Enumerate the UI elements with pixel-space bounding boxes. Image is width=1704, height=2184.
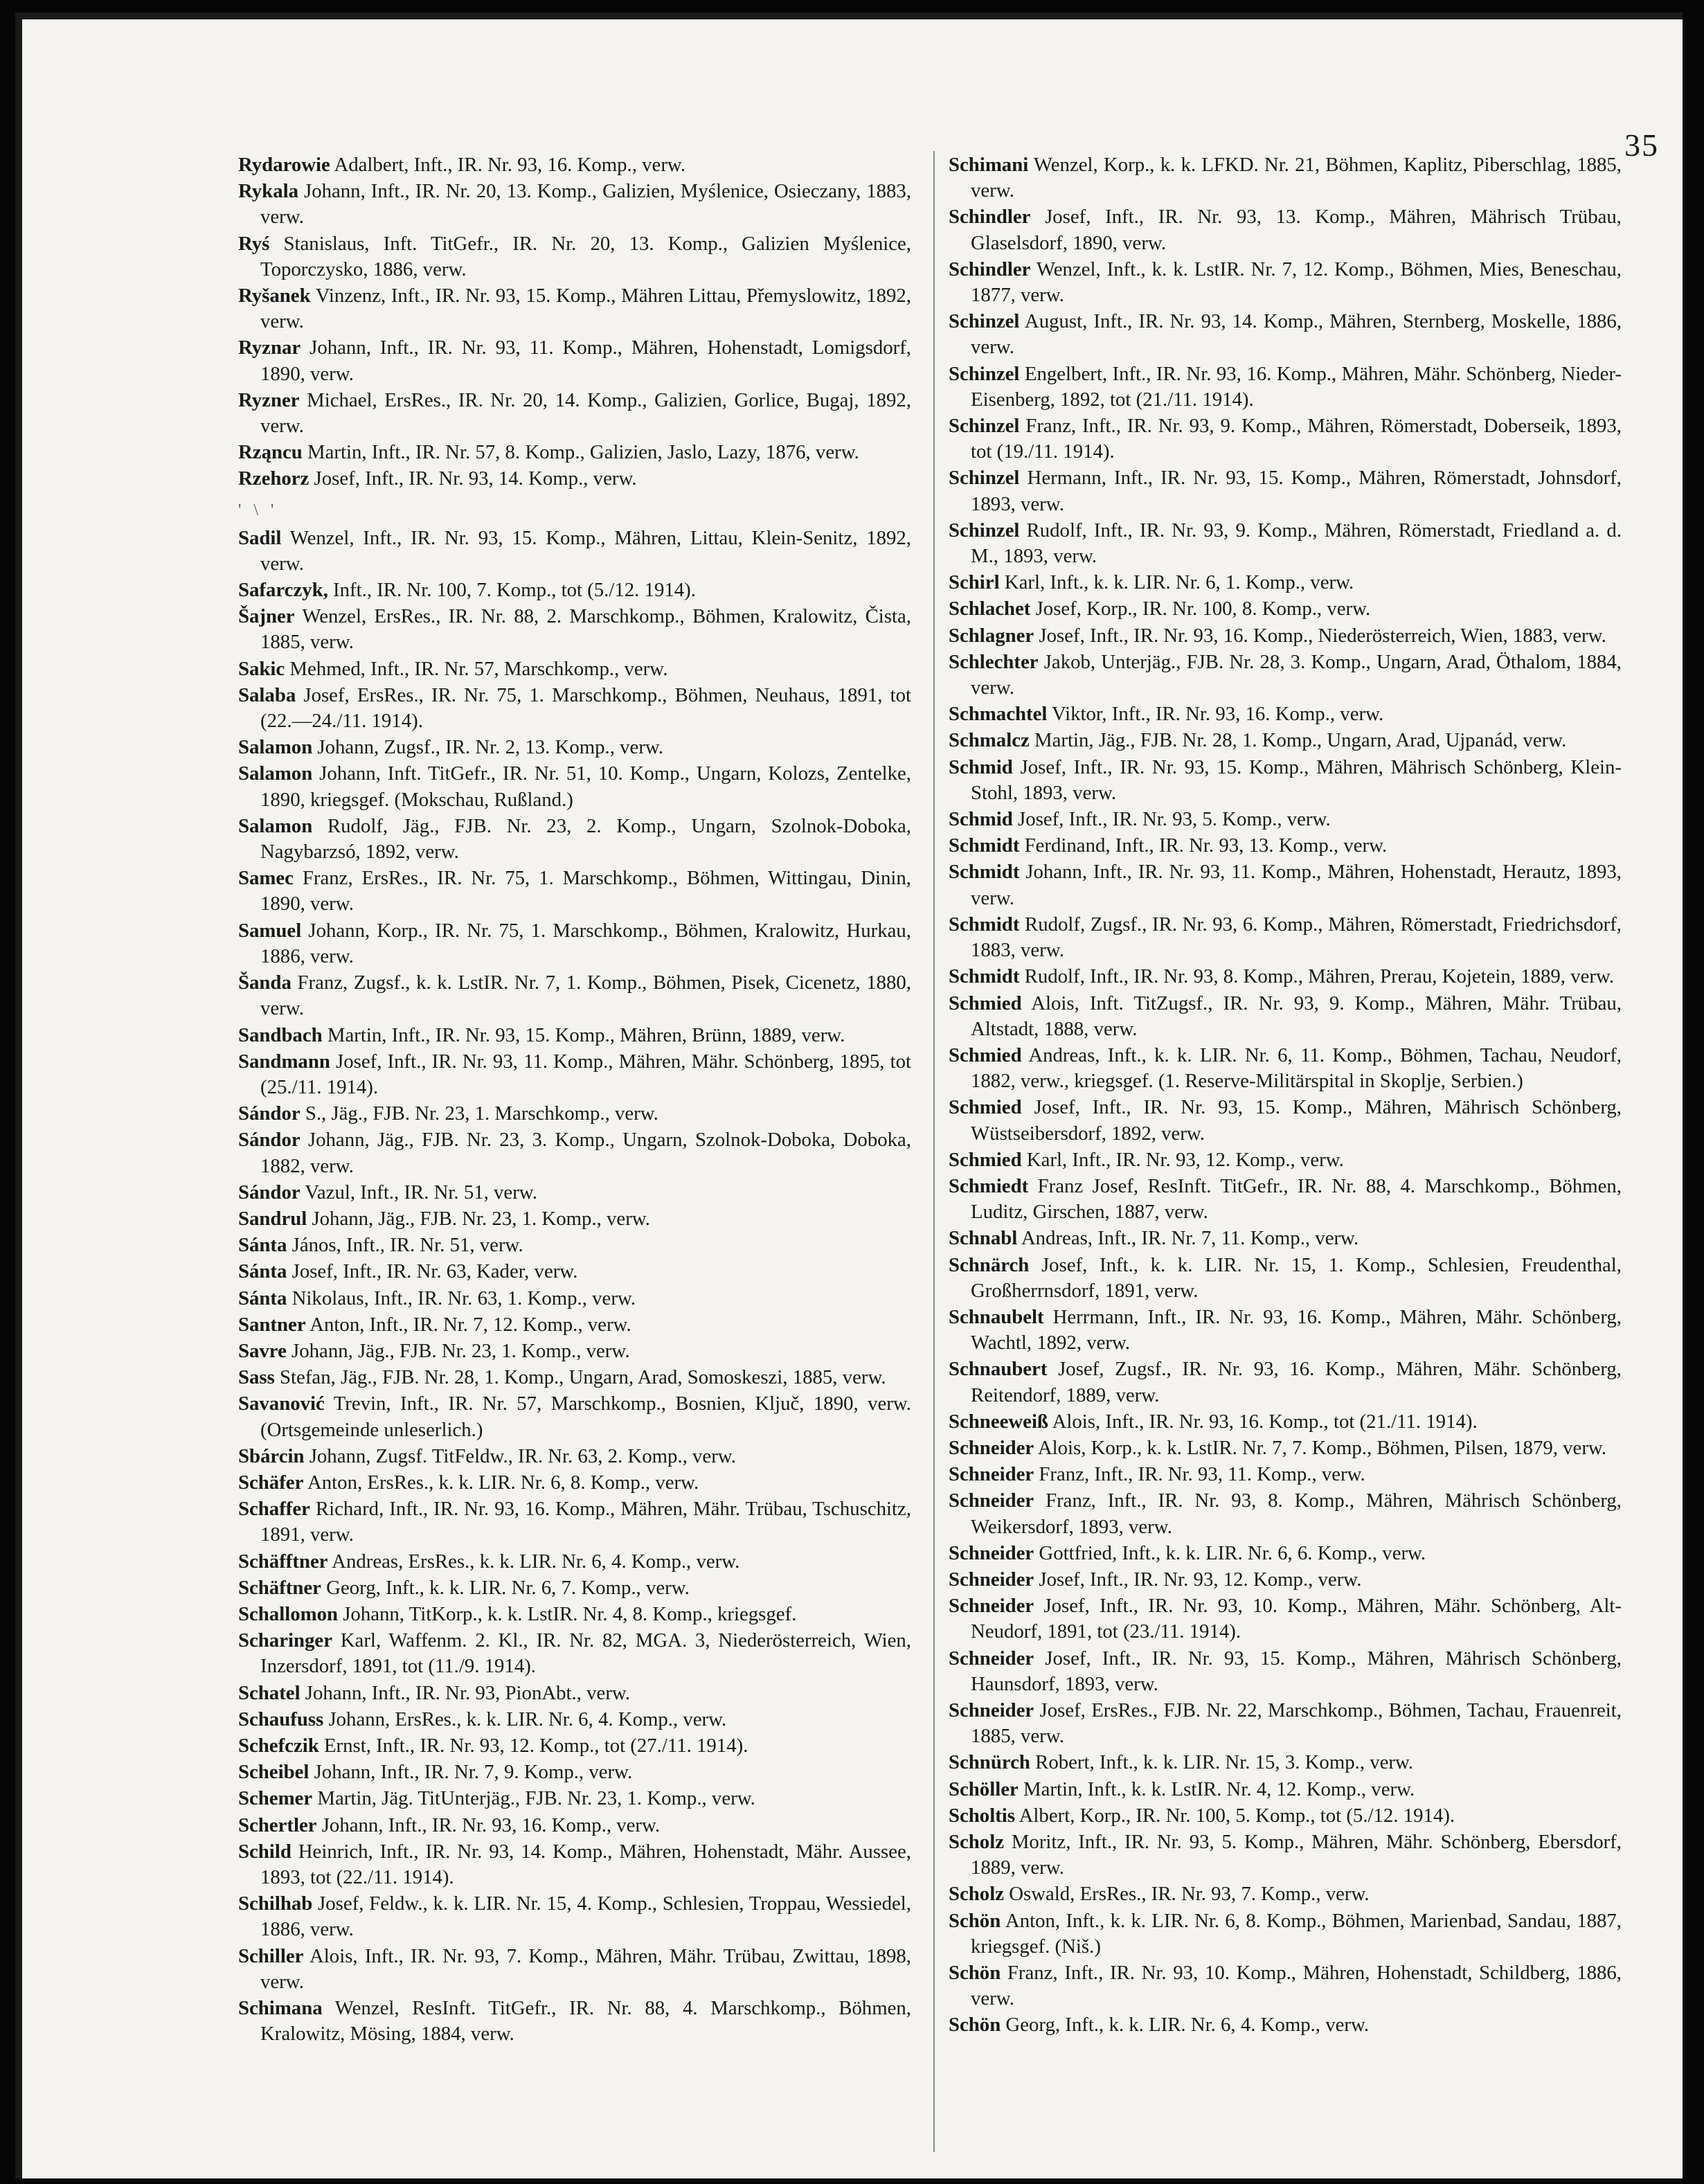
entry-surname: Schinzel xyxy=(949,415,1020,438)
entry xyxy=(238,1733,911,1759)
entry xyxy=(238,152,911,178)
entry-details: Mehmed, Inft., IR. Nr. 57, Marschkomp., verw. xyxy=(285,657,668,680)
entry xyxy=(238,1891,911,1942)
entry-details: Wenzel, Inft., IR. Nr. 93, 15. Komp., Mähren, Littau, Klein-Senitz, 1892, verw. xyxy=(260,526,911,575)
page-number: 35 xyxy=(1624,127,1659,163)
entry-surname: Schinzel xyxy=(949,519,1020,541)
entry xyxy=(949,1147,1622,1173)
entry-details: Heinrich, Inft., IR. Nr. 93, 14. Komp., Mähren, Hohenstadt, Mähr. Aussee, 1893, tot (22./11. 1914). xyxy=(260,1840,911,1888)
entry-surname: Schneider xyxy=(949,1568,1034,1591)
entry-details: Adalbert, Inft., IR. Nr. 93, 16. Komp., verw. xyxy=(330,154,686,176)
entry xyxy=(238,1470,911,1496)
entry-details: Franz, ErsRes., IR. Nr. 75, 1. Marschkomp., Böhmen, Wittingau, Dinin, 1890, verw. xyxy=(260,867,911,915)
entry xyxy=(238,866,911,917)
entry xyxy=(949,309,1622,360)
entry-surname: Schindler xyxy=(949,258,1031,280)
entry-surname: Salamon xyxy=(238,736,313,759)
entry-details: Johann, TitKorp., k. k. LstIR. Nr. 4, 8. Komp., kriegsgef. xyxy=(338,1602,797,1625)
entry-details: Herrmann, Inft., IR. Nr. 93, 16. Komp., Mähren, Mähr. Schönberg, Wachtl, 1892, verw. xyxy=(971,1305,1622,1354)
entry-surname: Schilhab xyxy=(238,1892,313,1915)
entry-surname: Schatel xyxy=(238,1681,301,1704)
entry xyxy=(238,335,911,386)
entry-surname: Samec xyxy=(238,867,294,890)
entry-surname: Schneider xyxy=(949,1647,1034,1670)
entry-surname: Schmalcz xyxy=(949,729,1030,752)
entry xyxy=(949,1881,1622,1907)
entry-surname: Schallomon xyxy=(238,1602,339,1625)
entry xyxy=(949,152,1622,204)
entry-surname: Savre xyxy=(238,1339,287,1362)
entry xyxy=(949,1095,1622,1146)
entry-surname: Sandrul xyxy=(238,1207,307,1230)
entry-details: Martin, Jäg., FJB. Nr. 28, 1. Komp., Ungarn, Arad, Ujpanád, verw. xyxy=(1029,729,1567,752)
entry xyxy=(238,179,911,230)
entry-details: Jakob, Unterjäg., FJB. Nr. 28, 3. Komp., Ungarn, Arad, Öthalom, 1884, verw. xyxy=(971,650,1622,699)
entry-details: Josef, ErsRes., FJB. Nr. 22, Marschkomp., Böhmen, Tachau, Frauenreit, 1885, verw. xyxy=(971,1699,1622,1748)
entry xyxy=(949,1593,1622,1645)
entry-details: Josef, Inft., IR. Nr. 93, 16. Komp., Niederösterreich, Wien, 1883, verw. xyxy=(1034,624,1606,647)
entry-details: Johann, ErsRes., k. k. LIR. Nr. 6, 4. Komp., verw. xyxy=(323,1708,727,1730)
entry-details: Albert, Korp., IR. Nr. 100, 5. Komp., tot (5./12. 1914). xyxy=(1015,1804,1455,1827)
entry-surname: Sánta xyxy=(238,1287,287,1309)
entry-details: Georg, Inft., k. k. LIR. Nr. 6, 4. Komp., verw. xyxy=(1001,2014,1370,2037)
entry-surname: Schmachtel xyxy=(949,703,1048,726)
entry xyxy=(238,970,911,1021)
entry xyxy=(238,1944,911,1995)
entry-details: Josef, Inft., IR. Nr. 93, 13. Komp., Mähren, Mährisch Trübau, Glaselsdorf, 1890, verw. xyxy=(971,206,1622,254)
entry xyxy=(949,701,1622,727)
entry-surname: Sánta xyxy=(238,1234,287,1257)
entry-details: Josef, Inft., IR. Nr. 93, 15. Komp., Mähren, Mährisch Schönberg, Haunsdorf, 1893, verw. xyxy=(971,1647,1622,1695)
entry xyxy=(949,570,1622,596)
entry xyxy=(238,1312,911,1338)
entry-details: Alois, Inft., IR. Nr. 93, 7. Komp., Mähren, Mähr. Trübau, Zwittau, 1898, verw. xyxy=(260,1944,911,1993)
entry xyxy=(238,1602,911,1627)
entry-surname: Schneeweiß xyxy=(949,1410,1048,1433)
entry-surname: Schöller xyxy=(949,1778,1019,1800)
entry xyxy=(238,231,911,283)
entry-surname: Schinzel xyxy=(949,362,1020,385)
entry xyxy=(949,1541,1622,1566)
entry-details: Josef, Inft., IR. Nr. 93, 10. Komp., Mähren, Mähr. Schönberg, Alt-Neudorf, 1891, tot (23./11. 1914). xyxy=(971,1595,1622,1643)
entry-surname: Schnürch xyxy=(949,1751,1030,1774)
entry-details: Johann, Jäg., FJB. Nr. 23, 3. Komp., Ungarn, Szolnok-Doboka, Doboka, 1882, verw. xyxy=(260,1129,911,1177)
entry xyxy=(949,833,1622,859)
entry-surname: Schneider xyxy=(949,1436,1034,1459)
entry xyxy=(949,1777,1622,1802)
entry-details: Georg, Inft., k. k. LIR. Nr. 6, 7. Komp., verw. xyxy=(321,1576,690,1599)
entry xyxy=(949,623,1622,649)
entry-details: Hermann, Inft., IR. Nr. 93, 15. Komp., Mähren, Römerstadt, Johnsdorf, 1893, verw. xyxy=(971,467,1622,515)
entry-details: Johann, Inft., IR. Nr. 93, 16. Komp., verw. xyxy=(316,1814,661,1836)
entry-surname: Salamon xyxy=(238,814,313,837)
entry-surname: Schmied xyxy=(949,1096,1022,1119)
entry-details: Rudolf, Inft., IR. Nr. 93, 9. Komp., Mähren, Römerstadt, Friedland a. d. M., 1893, verw. xyxy=(971,519,1622,568)
entry xyxy=(238,1101,911,1127)
entry-surname: Schinzel xyxy=(949,310,1020,333)
entry-details: Josef, Feldw., k. k. LIR. Nr. 15, 4. Komp., Schlesien, Troppau, Wessiedel, 1886, verw. xyxy=(260,1892,911,1941)
entry xyxy=(238,1233,911,1258)
entry-details: Johann, Jäg., FJB. Nr. 23, 1. Komp., verw. xyxy=(307,1207,650,1230)
entry-surname: Schön xyxy=(949,1909,1001,1932)
entry-surname: Sadil xyxy=(238,526,282,549)
entry-details: Nikolaus, Inft., IR. Nr. 63, 1. Komp., verw. xyxy=(287,1287,636,1309)
entry-surname: Sass xyxy=(238,1366,275,1389)
entry-surname: Schmid xyxy=(949,808,1013,831)
entry xyxy=(238,1444,911,1469)
entry-surname: Schlagner xyxy=(949,624,1034,647)
entry xyxy=(949,755,1622,806)
entry xyxy=(238,761,911,812)
entry-details: Josef, Inft., k. k. LIR. Nr. 15, 1. Komp., Schlesien, Freudenthal, Großherrnsdorf, 1891, verw. xyxy=(971,1253,1622,1302)
entry xyxy=(238,1839,911,1890)
entry-details: August, Inft., IR. Nr. 93, 14. Komp., Mähren, Sternberg, Moskelle, 1886, verw. xyxy=(971,310,1622,359)
entry xyxy=(949,912,1622,963)
entry xyxy=(949,1357,1622,1408)
entry-surname: Rzehorz xyxy=(238,467,310,490)
entry-surname: Scharinger xyxy=(238,1629,332,1652)
entry xyxy=(949,518,1622,569)
entry xyxy=(238,918,911,969)
entry xyxy=(238,1549,911,1575)
entry-details: Josef, Zugsf., IR. Nr. 93, 16. Komp., Mähren, Mähr. Schönberg, Reitendorf, 1889, verw. xyxy=(971,1358,1622,1406)
entry-details: Moritz, Inft., IR. Nr. 93, 5. Komp., Mähren, Mähr. Schönberg, Ebersdorf, 1889, verw. xyxy=(971,1831,1622,1879)
entry-details: Wenzel, Korp., k. k. LFKD. Nr. 21, Böhmen, Kaplitz, Piberschlag, 1885, verw. xyxy=(971,154,1622,202)
entry-surname: Ryznar xyxy=(238,337,301,359)
entry-details: János, Inft., IR. Nr. 51, verw. xyxy=(287,1234,523,1257)
entry-surname: Santner xyxy=(238,1313,306,1336)
entry-surname: Schneider xyxy=(949,1699,1034,1721)
entry-surname: Sandmann xyxy=(238,1050,330,1073)
entry-surname: Schmidt xyxy=(949,834,1020,857)
entry xyxy=(949,1698,1622,1749)
entry-details: Johann, Inft., IR. Nr. 93, 11. Komp., Mähren, Hohenstadt, Herautz, 1893, verw. xyxy=(971,861,1622,909)
entry-surname: Sandbach xyxy=(238,1023,323,1046)
entry xyxy=(949,1908,1622,1960)
entry-details: Johann, Inft., IR. Nr. 93, 11. Komp., Mähren, Hohenstadt, Lomigsdorf, 1890, verw. xyxy=(260,337,911,385)
entry-surname: Sándor xyxy=(238,1129,301,1152)
entry-details: Martin, Inft., IR. Nr. 93, 15. Komp., Mähren, Brünn, 1889, verw. xyxy=(322,1023,845,1046)
entry-surname: Schön xyxy=(949,1962,1001,1985)
entry xyxy=(949,1488,1622,1539)
entry xyxy=(949,257,1622,308)
entry xyxy=(238,1681,911,1706)
entry-surname: Schild xyxy=(238,1840,292,1863)
entry-details: S., Jäg., FJB. Nr. 23, 1. Marschkomp., verw. xyxy=(300,1102,658,1125)
entry-surname: Schimana xyxy=(238,1997,323,2020)
entry-details: Andreas, ErsRes., k. k. LIR. Nr. 6, 4. Komp., verw. xyxy=(328,1550,740,1573)
section-mark: ' \ ' xyxy=(238,501,278,519)
entry-surname: Scholz xyxy=(949,1883,1004,1906)
entry-surname: Schäfftner xyxy=(238,1550,328,1573)
entry-details: Engelbert, Inft., IR. Nr. 93, 16. Komp., Mähren, Mähr. Schönberg, Nieder-Eisenberg, 1892, tot (21./11. 1914). xyxy=(971,362,1622,411)
entry xyxy=(949,1409,1622,1435)
entry xyxy=(238,388,911,439)
entry-surname: Schnaubert xyxy=(949,1358,1048,1381)
entry-details: Inft., IR. Nr. 100, 7. Komp., tot (5./12. 1914). xyxy=(328,579,696,602)
entry-details: Robert, Inft., k. k. LIR. Nr. 15, 3. Komp., verw. xyxy=(1030,1751,1414,1774)
entry-details: Josef, Korp., IR. Nr. 100, 8. Komp., verw. xyxy=(1030,598,1371,620)
entry-details: Franz Josef, ResInft. TitGefr., IR. Nr. 88, 4. Marschkomp., Böhmen, Luditz, Girschen, 1887, verw. xyxy=(971,1174,1622,1224)
entry-surname: Scheibel xyxy=(238,1761,310,1784)
entry-details: Vazul, Inft., IR. Nr. 51, verw. xyxy=(300,1181,537,1203)
document-page xyxy=(15,12,1683,2178)
entry xyxy=(238,604,911,655)
entry-details: Rudolf, Zugsf., IR. Nr. 93, 6. Komp., Mähren, Römerstadt, Friedrichsdorf, 1883, verw. xyxy=(971,913,1622,962)
entry-surname: Schertler xyxy=(238,1814,317,1836)
entry-details: Andreas, Inft., IR. Nr. 7, 11. Komp., verw. xyxy=(1017,1227,1359,1250)
entry-surname: Sándor xyxy=(238,1181,301,1203)
entry-details: Alois, Inft., IR. Nr. 93, 16. Komp., tot (21./11. 1914). xyxy=(1048,1410,1478,1433)
entry-details: Karl, Inft., k. k. LIR. Nr. 6, 1. Komp., verw. xyxy=(999,571,1354,594)
entry-details: Oswald, ErsRes., IR. Nr. 93, 7. Komp., verw. xyxy=(1004,1883,1370,1906)
entry-details: Vinzenz, Inft., IR. Nr. 93, 15. Komp., Mähren Littau, Přemyslowitz, 1892, verw. xyxy=(260,285,911,333)
entry xyxy=(949,1174,1622,1225)
entry xyxy=(949,204,1622,256)
entry-details: Alois, Korp., k. k. LstIR. Nr. 7, 7. Komp., Böhmen, Pilsen, 1879, verw. xyxy=(1034,1436,1607,1459)
entry-surname: Safarczyk, xyxy=(238,579,328,602)
entry-details: Anton, ErsRes., k. k. LIR. Nr. 6, 8. Komp., verw. xyxy=(303,1471,699,1494)
entry-surname: Schneider xyxy=(949,1489,1034,1512)
entry-details: Martin, Jäg. TitUnterjäg., FJB. Nr. 23, 1. Komp., verw. xyxy=(312,1787,755,1810)
entry-surname: Schäftner xyxy=(238,1576,321,1599)
entry xyxy=(238,1707,911,1733)
entry xyxy=(238,1049,911,1100)
entry-details: Josef, Inft., IR. Nr. 93, 15. Komp., Mähren, Mährisch Schönberg, Klein-Stohl, 1893, verw. xyxy=(971,755,1622,804)
entry-surname: Schmidt xyxy=(949,861,1020,884)
entry-surname: Schinzel xyxy=(949,467,1020,490)
entry xyxy=(238,1023,911,1048)
entry-surname: Sbárcin xyxy=(238,1444,305,1467)
entry xyxy=(949,807,1622,832)
entry xyxy=(949,728,1622,753)
entry-details: Ernst, Inft., IR. Nr. 93, 12. Komp., tot (27./11. 1914). xyxy=(319,1734,748,1757)
entry-surname: Šanda xyxy=(238,972,292,994)
entry xyxy=(238,814,911,865)
entry-details: Martin, Inft., k. k. LstIR. Nr. 4, 12. Komp., verw. xyxy=(1018,1778,1415,1800)
entry-surname: Ryzner xyxy=(238,388,300,411)
entry-surname: Schiller xyxy=(238,1944,304,1967)
entry-details: Anton, Inft., k. k. LIR. Nr. 6, 8. Komp., Böhmen, Marienbad, Sandau, 1887, kriegsgef. (Niš.) xyxy=(971,1909,1622,1958)
entry-details: Johann, Zugsf. TitFeldw., IR. Nr. 63, 2. Komp., verw. xyxy=(304,1444,736,1467)
entry-details: Josef, Inft., IR. Nr. 63, Kader, verw. xyxy=(287,1260,578,1283)
entry xyxy=(949,1462,1622,1487)
entry-details: Alois, Inft. TitZugsf., IR. Nr. 93, 9. Komp., Mähren, Mähr. Trübau, Altstadt, 1888, verw. xyxy=(971,992,1622,1040)
entry xyxy=(949,650,1622,701)
entry xyxy=(238,656,911,682)
entry-details: Martin, Inft., IR. Nr. 57, 8. Komp., Galizien, Jaslo, Lazy, 1876, verw. xyxy=(302,441,859,464)
entry-details: Ferdinand, Inft., IR. Nr. 93, 13. Komp., verw. xyxy=(1019,834,1388,857)
entry-details: Josef, Inft., IR. Nr. 93, 15. Komp., Mähren, Mährisch Schönberg, Wüstseibersdorf, 1892, verw. xyxy=(971,1096,1622,1145)
entry-details: Josef, Inft., IR. Nr. 93, 11. Komp., Mähren, Mähr. Schönberg, 1895, tot (25./11. 1914). xyxy=(260,1050,911,1098)
entry-surname: Schmied xyxy=(949,1148,1022,1171)
entry-details: Johann, Inft. TitGefr., IR. Nr. 51, 10. Komp., Ungarn, Kolozs, Zentelke, 1890, kriegsgef. (Mokschau, Rußland.) xyxy=(260,762,911,811)
entry xyxy=(238,1996,911,2047)
entry-details: Karl, Waffenm. 2. Kl., IR. Nr. 82, MGA. 3, Niederösterreich, Wien, Inzersdorf, 1891, tot (11./9. 1914). xyxy=(260,1629,911,1678)
entry xyxy=(238,1391,911,1442)
entry-surname: Schaufuss xyxy=(238,1708,324,1730)
entry-details: Josef, Inft., IR. Nr. 93, 12. Komp., verw. xyxy=(1034,1568,1362,1591)
entry xyxy=(238,1628,911,1679)
entry-surname: Schlechter xyxy=(949,650,1039,673)
entry-details: Johann, Zugsf., IR. Nr. 2, 13. Komp., verw. xyxy=(312,736,664,759)
entry-surname: Savanović xyxy=(238,1393,325,1415)
entry-details: Stanislaus, Inft. TitGefr., IR. Nr. 20, 13. Komp., Galizien Myślenice, Toporczysko, 1886, verw. xyxy=(260,232,911,280)
entry xyxy=(949,1253,1622,1304)
entry-details: Rudolf, Inft., IR. Nr. 93, 8. Komp., Mähren, Prerau, Kojetein, 1889, verw. xyxy=(1019,965,1615,988)
entry-details: Karl, Inft., IR. Nr. 93, 12. Komp., verw. xyxy=(1021,1148,1344,1171)
entry xyxy=(949,859,1622,911)
entry xyxy=(238,1339,911,1364)
entry-surname: Schmidt xyxy=(949,965,1020,988)
entry-details: Johann, Jäg., FJB. Nr. 23, 1. Komp., verw. xyxy=(286,1339,630,1362)
entry-surname: Sakic xyxy=(238,657,285,680)
entry-surname: Rząncu xyxy=(238,441,303,464)
entry xyxy=(949,1803,1622,1829)
entry-surname: Schneider xyxy=(949,1541,1034,1564)
left-column xyxy=(238,152,911,2048)
entry-surname: Schön xyxy=(949,2014,1001,2037)
entry-surname: Schmidt xyxy=(949,913,1020,936)
entry xyxy=(238,466,911,492)
entry-surname: Schneider xyxy=(949,1463,1034,1486)
entry-details: Gottfried, Inft., k. k. LIR. Nr. 6, 6. Komp., verw. xyxy=(1034,1541,1426,1564)
entry-surname: Schnaubelt xyxy=(949,1305,1044,1328)
entry xyxy=(238,526,911,577)
entry-surname: Scholz xyxy=(949,1831,1004,1853)
entry-surname: Salamon xyxy=(238,762,313,785)
entry-details: Johann, Inft., IR. Nr. 93, PionAbt., verw. xyxy=(300,1681,631,1704)
entry xyxy=(238,1206,911,1232)
entry xyxy=(949,361,1622,413)
entry xyxy=(949,1750,1622,1775)
entry xyxy=(238,283,911,334)
right-column xyxy=(949,152,1622,2039)
entry-details: Anton, Inft., IR. Nr. 7, 12. Komp., verw. xyxy=(305,1313,631,1336)
entry-surname: Schaffer xyxy=(238,1498,310,1521)
entry xyxy=(238,1786,911,1811)
entry-details: Stefan, Jäg., FJB. Nr. 28, 1. Komp., Ungarn, Arad, Somoskeszi, 1885, verw. xyxy=(274,1366,886,1389)
entry xyxy=(949,1567,1622,1593)
entry-surname: Schlachet xyxy=(949,598,1031,620)
entry-details: Franz, Inft., IR. Nr. 93, 10. Komp., Mähren, Hohenstadt, Schildberg, 1886, verw. xyxy=(971,1962,1622,2010)
entry-details: Richard, Inft., IR. Nr. 93, 16. Komp., Mähren, Mähr. Trübau, Tschuschitz, 1891, verw. xyxy=(260,1498,911,1546)
entry xyxy=(949,1226,1622,1251)
entry-details: Franz, Zugsf., k. k. LstIR. Nr. 7, 1. Komp., Böhmen, Pisek, Cicenetz, 1880, verw. xyxy=(260,972,911,1020)
entry xyxy=(949,1960,1622,2012)
entry xyxy=(949,1435,1622,1461)
entry-details: Josef, Inft., IR. Nr. 93, 5. Komp., verw. xyxy=(1012,808,1331,831)
entry-details: Trevin, Inft., IR. Nr. 57, Marschkomp., Bosnien, Ključ, 1890, verw. (Ortsgemeinde unleserlich.) xyxy=(260,1393,911,1441)
entry-surname: Samuel xyxy=(238,919,302,942)
entry xyxy=(949,1829,1622,1881)
entry xyxy=(238,578,911,603)
entry-details: Wenzel, ErsRes., IR. Nr. 88, 2. Marschkomp., Böhmen, Kralowitz, Čista, 1885, verw. xyxy=(260,605,911,654)
entry xyxy=(238,735,911,760)
entry-surname: Schemer xyxy=(238,1787,313,1810)
entry-details: Johann, Korp., IR. Nr. 75, 1. Marschkomp., Böhmen, Kralowitz, Hurkau, 1886, verw. xyxy=(260,919,911,967)
entry-surname: Sándor xyxy=(238,1102,301,1125)
entry xyxy=(238,1180,911,1206)
entry-details: Viktor, Inft., IR. Nr. 93, 16. Komp., verw. xyxy=(1047,703,1384,726)
entry xyxy=(238,1575,911,1601)
entry-surname: Schnärch xyxy=(949,1253,1030,1276)
entry-surname: Schmid xyxy=(949,755,1013,778)
entry xyxy=(238,1496,911,1548)
entry xyxy=(238,1127,911,1179)
entry-surname: Schneider xyxy=(949,1595,1034,1618)
entry-surname: Schmied xyxy=(949,1044,1022,1066)
entry-details: Franz, Inft., IR. Nr. 93, 11. Komp., verw. xyxy=(1034,1463,1365,1486)
entry-surname: Schirl xyxy=(949,571,1000,594)
entry xyxy=(949,413,1622,465)
entry xyxy=(238,440,911,465)
entry-surname: Schmiedt xyxy=(949,1174,1029,1197)
entry-surname: Salaba xyxy=(238,683,296,706)
entry-surname: Rydarowie xyxy=(238,154,330,176)
entry-surname: Ryšanek xyxy=(238,285,311,307)
entry xyxy=(238,1813,911,1838)
entry xyxy=(949,1646,1622,1697)
entry xyxy=(949,596,1622,622)
entry-details: Rudolf, Jäg., FJB. Nr. 23, 2. Komp., Ungarn, Szolnok-Doboka, Nagybarzsó, 1892, verw. xyxy=(260,814,911,863)
entry-surname: Schindler xyxy=(949,206,1031,229)
entry xyxy=(238,1365,911,1390)
entry xyxy=(949,2012,1622,2038)
entry-surname: Sánta xyxy=(238,1260,287,1283)
entry-details: Franz, Inft., IR. Nr. 93, 8. Komp., Mähren, Mährisch Schönberg, Weikersdorf, 1893, verw. xyxy=(971,1489,1622,1538)
entry-surname: Schäfer xyxy=(238,1471,304,1494)
entry-details: Johann, Inft., IR. Nr. 20, 13. Komp., Galizien, Myślenice, Osieczany, 1883, verw. xyxy=(260,180,911,229)
entry xyxy=(949,465,1622,517)
entry-surname: Schmied xyxy=(949,992,1022,1014)
entry xyxy=(238,1259,911,1285)
entry-surname: Šajner xyxy=(238,605,295,628)
entry xyxy=(949,1305,1622,1356)
entry-details: Josef, ErsRes., IR. Nr. 75, 1. Marschkomp., Böhmen, Neuhaus, 1891, tot (22.—24./11. 1914). xyxy=(260,683,911,733)
entry-surname: Scholtis xyxy=(949,1804,1016,1827)
entry xyxy=(949,964,1622,990)
entry xyxy=(949,991,1622,1042)
entry-details: Franz, Inft., IR. Nr. 93, 9. Komp., Mähren, Römerstadt, Doberseik, 1893, tot (19./11. 1914). xyxy=(971,415,1622,463)
entry-details: Johann, Inft., IR. Nr. 7, 9. Komp., verw. xyxy=(309,1761,633,1784)
entry-surname: Schnabl xyxy=(949,1227,1018,1250)
entry-surname: Schimani xyxy=(949,154,1029,176)
entry-details: Josef, Inft., IR. Nr. 93, 14. Komp., verw. xyxy=(309,467,637,490)
entry-surname: Rykala xyxy=(238,180,298,203)
entry-surname: Schefczik xyxy=(238,1734,319,1757)
entry xyxy=(238,683,911,734)
entry xyxy=(949,1043,1622,1094)
entry xyxy=(238,1760,911,1785)
entry-details: Wenzel, Inft., k. k. LstIR. Nr. 7, 12. Komp., Böhmen, Mies, Beneschau, 1877, verw. xyxy=(971,258,1622,307)
entry-details: Andreas, Inft., k. k. LIR. Nr. 6, 11. Komp., Böhmen, Tachau, Neudorf, 1882, verw., kriegsgef. (1. Reserve-Militärspital in Skoplje, Serbien.) xyxy=(971,1044,1622,1093)
entry-details: Michael, ErsRes., IR. Nr. 20, 14. Komp., Galizien, Gorlice, Bugaj, 1892, verw. xyxy=(260,388,911,438)
entry-surname: Ryś xyxy=(238,232,270,255)
entry-details: Wenzel, ResInft. TitGefr., IR. Nr. 88, 4. Marschkomp., Böhmen, Kralowitz, Mösing, 1884, verw. xyxy=(260,1997,911,2046)
column-divider xyxy=(933,151,935,2152)
entry xyxy=(238,1286,911,1312)
